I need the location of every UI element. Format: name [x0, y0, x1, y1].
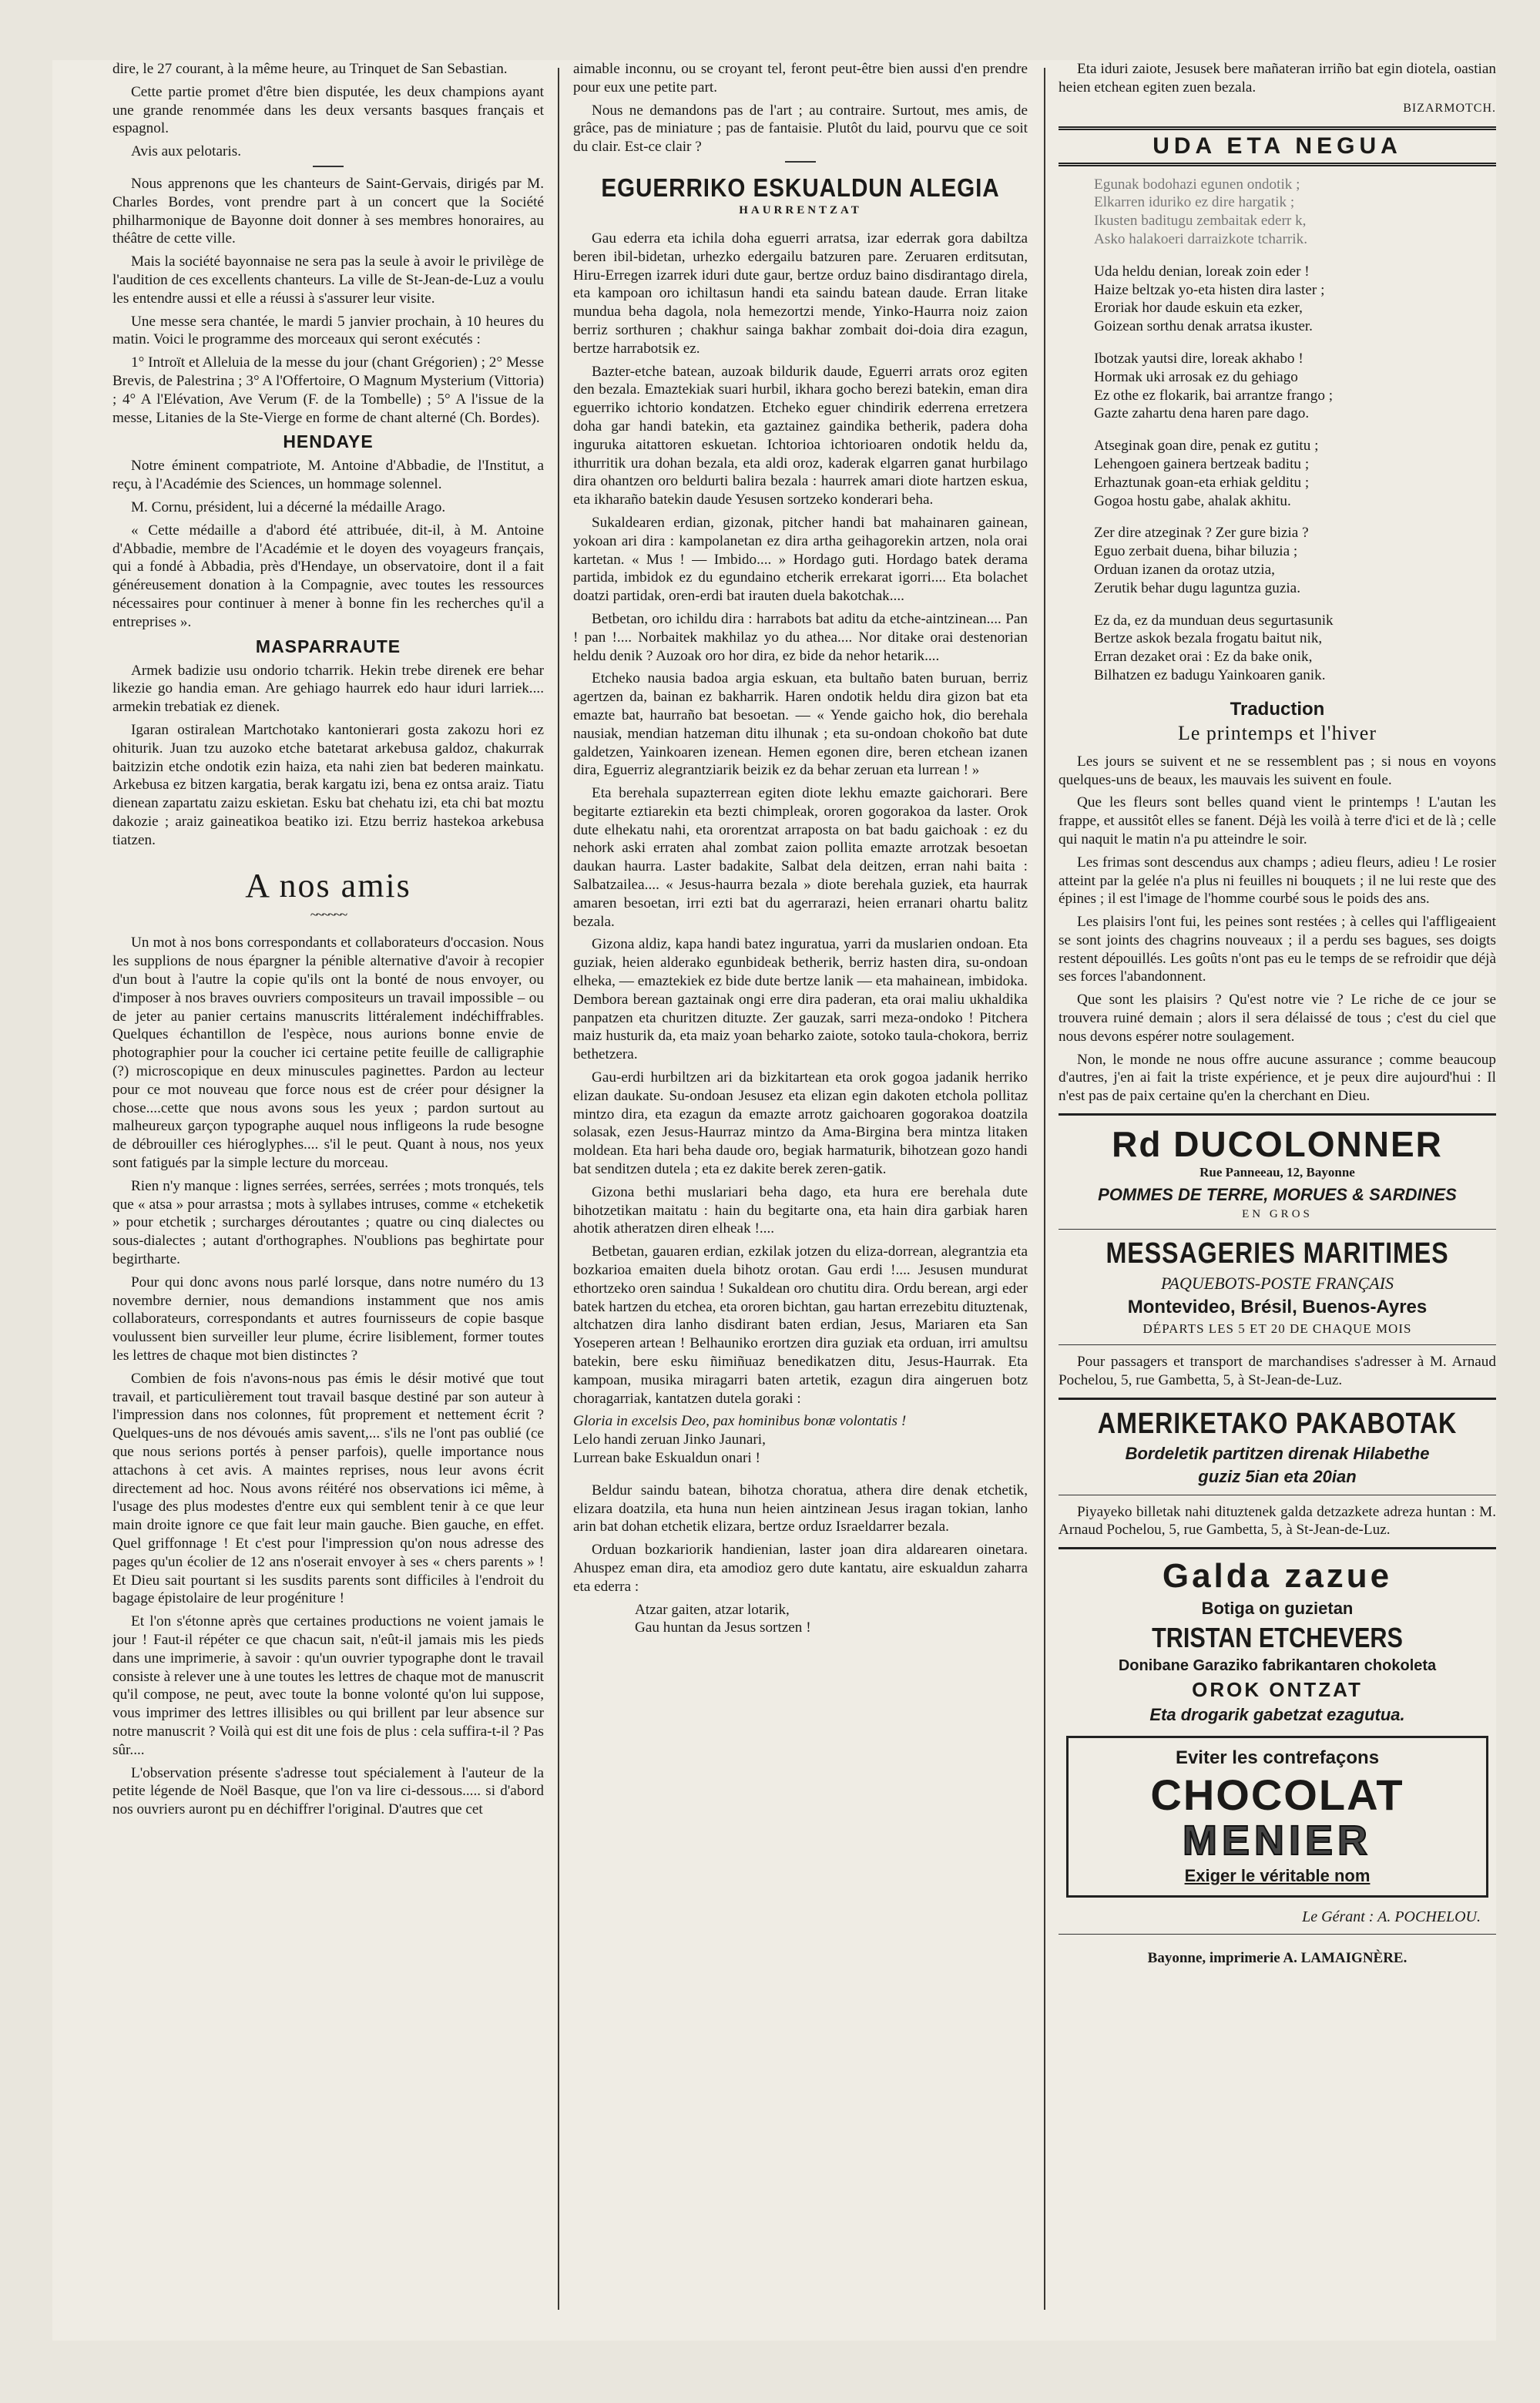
- ad-separator: [1059, 1547, 1496, 1549]
- paragraph: Un mot à nos bons correspondants et collaborateurs d'occasion. Nous les supplions de nous épargner la pénible alternative d'avoir à recopier d'un bout à l'autre la copie qu'ils ont la bonté de nous envoyer, ou d'imposer à nos braves ouvriers compositeurs un travail impossible – ou de jeter au panier certains manuscrits littéralement indéchiffrables. Quelques échantillon de l'espèce, nous aurions bonne envie de photographier pour la coucher ici certaine petite feuille de calligraphie (?) microscopique en deux minuscules paginettes. Pardon au lecteur pour ce mot nouveau que force nous est de créer pour désigner la chose....cette que nous avons sous les yeux ; pardon surtout au malheureux garçon typographe auquel nous infligeons la rude besogne de débrouiller ces hiéroglyphes.... s'il le peut. Quant à nous, nos yeux sont fatigués par la simple lecture du morceau.: [112, 935, 544, 1172]
- verse-line: Asko halakoeri darraizkote tcharrik.: [1094, 230, 1308, 247]
- paragraph: Que sont les plaisirs ? Qu'est notre vie ? Le riche de ce jour se trouvera ruiné demain ; alors il sera délaissé de tous ; c'est du ciel que nous devons espérer notre soulagement.: [1059, 992, 1496, 1045]
- ad-ducolonner-address: Rue Panneeau, 12, Bayonne: [1199, 1165, 1355, 1180]
- article-subtitle: HAURRENTZAT: [739, 203, 862, 216]
- stanza: [1094, 437, 1496, 510]
- paragraph: Que les fleurs sont belles quand vient le printemps ! L'autan les frappe, et aussitôt elles se fanent. Déjà les voilà à terre d'ici et de là ; celle qui naquit le matin n'a pu atteindre le soir.: [1059, 794, 1496, 847]
- paragraph: Bazter-etche batean, auzoak bildurik daude, Eguerri arrats oroz egiten den bezala. Emaztekiak suari hurbil, ikhara gocho berezi batekin, eman dira eguerriko ichtorio kondatzen. Etcheko eguer chindirik ederrena erretzera doha gar handi batekin, eta gaztainez gaindika betherik, padera doha inguruka aitattoren eskuetan. Ichtorioa ichtorioaren ondotik heldu da, ithurritik ura dohan bezala, eta aldi oroz, kaderak elgarren ganat hurbilago dira ohantzen oro beldurti balira bezala : haurrek amari diote hartzen eskua, eta ikharaño batekin daude Yesusen sortzeko konderari beha.: [573, 363, 1028, 508]
- paragraph: « Cette médaille a d'abord été attribuée, dit-il, à M. Antoine d'Abbadie, membre de l'Académie et le doyen des voyageurs français, qui a fondé à Abbadia, près d'Hendaye, un observatoire, dont il a fait généreusement donation à la Compagnie, avec toutes les ressources nécessaires pour continuer à mener à bonne fin les recherches qu'il a entreprises ».: [112, 522, 544, 630]
- paragraph: Orduan bozkariorik handienian, laster joan dira aldarearen oinetara. Ahuspez eman dira, eta amodioz gero dute kantatu, aire eskualdun zaharra eta ederra :: [573, 1542, 1028, 1595]
- verse-line: Ibotzak yautsi dire, loreak akhabo !: [1094, 350, 1303, 367]
- verse-line: Bertze askok bezala frogatu baitut nik,: [1094, 630, 1323, 647]
- column-2: [573, 60, 1028, 2341]
- paragraph: Nous ne demandons pas de l'art ; au contraire. Surtout, mes amis, de grâce, pas de miniature ; pas de fantaisie. Plutôt du laid, pourvu que ce soit du clair. Est-ce clair ?: [573, 102, 1028, 156]
- paragraph: dire, le 27 courant, à la même heure, au Trinquet de San Sebastian.: [112, 61, 508, 77]
- ad-eviter: Eviter les contrefaçons: [1175, 1747, 1380, 1769]
- ad-ducolonner-goods: POMMES DE TERRE, MORUES & SARDINES: [1098, 1185, 1457, 1205]
- separator: [313, 166, 344, 167]
- ad-paquebots: PAQUEBOTS-POSTE FRANÇAIS: [1160, 1274, 1394, 1294]
- paragraph: Pour qui donc avons nous parlé lorsque, dans notre numéro du 13 novembre dernier, nous demandions instamment que nos amis collaborateurs, correspondants et autres fournisseurs de copie basque voulussent bien surveiller leur plume, écrire lisiblement, former toutes les lettres de chaque mot bien distinctes ?: [112, 1274, 544, 1364]
- paragraph: Betbetan, gauaren erdian, ezkilak jotzen du eliza-dorrean, alegrantzia eta bozkarioa emaiten duela bihotz orotan. Gau erdi !.... Jesusen mundurat ethortzeko oren saindua ! Sukaldean oro chutitu dira. Ordu berean, argi eder batek hartzen du etchea, eta ororen bichtan, gau hartan errezebitu dituztenak, altchatzen dira lanho disdirant baten erdian, Jesus, Mariaren eta San Yoseperen artean ! Belhauniko erortzen dira guziak eta orduan, irri amultsu batekin, bere esku ñimiñuaz benedikatzen ditu, Jesus-Haurrak. Eta kampoan, musika miragarri baten artetik, ezagun dira aingeruen botz choragarriak, kantatzen dutela goraki :: [573, 1243, 1028, 1407]
- verse-line: Lehengoen gainera bertzeak baditu ;: [1094, 455, 1310, 472]
- stanza: [1094, 176, 1496, 249]
- section-title-hendaye: HENDAYE: [283, 431, 374, 452]
- verse-line: Ez da, ez da munduan deus segurtasunik: [1094, 612, 1334, 629]
- column-3: [1059, 60, 1496, 2341]
- paragraph: Sukaldearen erdian, gizonak, pitcher handi bat mahainaren gainean, yokoan ari dira : kampolanetan ez dira artha geihagorekin artzen, nola orai kartetan. « Mus ! — Imbido.... » Hordago guti. Hordago batek derama partida, imbidok ez du egundaino etcherik errekarat igorri.... Eta bolachet doatzi partidak, oren-erdi bat irauten duela bakotchak....: [573, 514, 1028, 605]
- paragraph: Beldur saindu batean, bihotza choratua, athera dire denak etchetik, elizara doatzila, eta huna nun heien aintzinean Jesus iragan tokian, lanho arin bat dohan etchetik elizara, bertze orduz Israeldarrer bezala.: [573, 1482, 1028, 1535]
- column-divider: [1044, 68, 1045, 2310]
- verse-line: Erran dezaket orai : Ez da bake onik,: [1094, 649, 1313, 666]
- verse-line: Erhaztunak goan-eta erhiak gelditu ;: [1094, 474, 1310, 491]
- column-1: [112, 60, 544, 2341]
- paragraph: L'observation présente s'adresse tout spécialement à l'auteur de la petite légende de Noël Basque, que l'on va lire ci-dessous..... si d'abord nos ouvriers auront pu en déchiffrer l'original. D'autres que cet: [112, 1764, 544, 1818]
- ad-chocolat-menier: [1066, 1736, 1488, 1898]
- column-divider: [558, 68, 559, 2310]
- paragraph: Gau ederra eta ichila doha eguerri arratsa, izar ederrak gora dabiltza beren ibil-bidetan, urhezko edergailu batzuren pare. Zeruaren erditsutan, Hiru-Erregen izarrek iduri dute gaur, bertze orduz baino disdirantago direla, eta kampoan oro ichiltasun handi eta saindu batean daude. Erran litake mundua beha dagola, nola hemezortzi mende, Yinko-Haurra noiz zaion berriz sorthuren ; chakhur sainga bakhar zombait doi-doia dira ezagun, bertze harrabotsik ez.: [573, 230, 1028, 357]
- separator: [785, 161, 816, 163]
- ad-orok: OROK ONTZAT: [1192, 1678, 1363, 1702]
- ad-botiga: Botiga on guzietan: [1201, 1599, 1354, 1619]
- paragraph: Combien de fois n'avons-nous pas émis le désir motivé que tout travail, et particulièrement tout travail basque destiné par son auteur à l'impression dans nos colonnes, fût proprement et nettement écrit ? Quelques-uns de nos dévoués amis savent,... s'ils ne l'ont pas oublié (ce que nous serions portés à penser parfois), quelle importance nous attachons à cet avis. A maintes reprises, nous leur avons écrit directement ad hoc. Nous avons réitéré nos observations ici même, à l'usage des plus modestes d'entre eux qui semblent tenir à ce que leur main droite ignore ce que fait leur main gauche. Bien gauche, en effet. Quel griffonnage ! Et c'est pour l'impression qu'on nous adresse des pages qu'un écolier de 12 ans n'oserait envoyer à ses « chers parents » ! Et Dieu sait pourtant si les susdits parents sont difficiles à l'endroit du bagage épistolaire de leur progéniture !: [112, 1370, 544, 1607]
- ad-guziz: guziz 5ian eta 20ian: [1198, 1466, 1357, 1486]
- ad-bordeletik: Bordeletik partitzen direnak Hilabethe: [1125, 1443, 1430, 1463]
- verse-line: Haize beltzak yo-eta histen dira laster ;: [1094, 281, 1325, 298]
- paragraph: Nous apprenons que les chanteurs de Saint-Gervais, dirigés par M. Charles Bordes, vont prendre part à un concert que la Société philharmonique de Bayonne doit donner à ses membres honoraires, au théâtre de cette ville.: [112, 175, 544, 247]
- ad-cities: Montevideo, Brésil, Buenos-Ayres: [1127, 1297, 1428, 1318]
- stanza: [1094, 263, 1496, 336]
- verse-line: Zerutik behar dugu laguntza guzia.: [1094, 579, 1300, 596]
- paragraph: Les frimas sont descendus aux champs ; adieu fleurs, adieu ! Le rosier atteint par la gelée n'a plus ni feuilles ni bouquets ; il ne lui reste que des épines ; il est l'image de l'homme courbé sous le poids des ans.: [1059, 854, 1496, 908]
- paragraph: Une messe sera chantée, le mardi 5 janvier prochain, à 10 heures du matin. Voici le programme des morceaux qui seront exécutés :: [112, 313, 544, 348]
- ad-separator: [1059, 1113, 1496, 1116]
- ad-chocolat: CHOCOLAT: [1150, 1770, 1404, 1820]
- ad-separator: [1059, 1398, 1496, 1400]
- closing-verse: [635, 1601, 1028, 1638]
- paragraph: Notre éminent compatriote, M. Antoine d'Abbadie, de l'Institut, a reçu, à l'Académie des Sciences, un hommage solennel.: [112, 458, 544, 493]
- title-ornament: ~~~~~~: [310, 907, 347, 923]
- ad-departs: DÉPARTS LES 5 ET 20 DE CHAQUE MOIS: [1142, 1321, 1412, 1337]
- gerant-line: Le Gérant : A. POCHELOU.: [1302, 1908, 1481, 1926]
- ad-galda-title: Galda zazue: [1162, 1557, 1393, 1596]
- ad-eta-drog: Eta drogarik gabetzat ezagutua.: [1149, 1705, 1405, 1725]
- paragraph: Cette partie promet d'être bien disputée, les deux champions ayant une grande renommée dans les deux versants basques français et espagnol.: [112, 83, 544, 137]
- article-title-eguerriko: EGUERRIKO ESKUALDUN ALEGIA: [601, 173, 1000, 202]
- ad-text: Pour passagers et transport de marchandises s'adresser à M. Arnaud Pochelou, 5, rue Gambetta, 5, à St-Jean-de-Luz.: [1059, 1354, 1496, 1388]
- paragraph: M. Cornu, président, lui a décerné la médaille Arago.: [131, 498, 446, 515]
- paragraph: Non, le monde ne nous offre aucune assurance ; comme beaucoup d'autres, j'en ai fait la triste expérience, et je peux dire aujourd'hui : Il n'est pas de paix certaine qu'en la cherchant en Dieu.: [1059, 1051, 1496, 1105]
- verse-line: Lelo handi zeruan Jinko Jaunari,: [573, 1431, 766, 1448]
- verse-line: Ikusten baditugu zembaitak ederr k,: [1094, 213, 1307, 230]
- verse-line: Bilhatzen ez badugu Yainkoaren ganik.: [1094, 666, 1326, 683]
- verse-line: Gau huntan da Jesus sortzen !: [635, 1619, 811, 1636]
- paragraph: Betbetan, oro ichildu dira : harrabots bat aditu da etche-aintzinean.... Pan ! pan !.... Norbaitek makhilaz yo du athea.... Nor ditake orai destenorian heldu denik ? Auzoak oro hor dira, ez bide da nehor hetarik....: [573, 610, 1028, 664]
- gloria-verse: [573, 1412, 1028, 1467]
- verse-line: Gazte zahartu dena haren pare dago.: [1094, 405, 1310, 422]
- section-title-masparraute: MASPARRAUTE: [255, 636, 401, 656]
- separator: [1059, 1934, 1496, 1935]
- verse-line: Zer dire atzeginak ? Zer gure bizia ?: [1094, 525, 1309, 542]
- poem-title: UDA ETA NEGUA: [1059, 126, 1496, 166]
- paragraph: Igaran ostiralean Martchotako kantonierari gosta zakozu hori ez ohiturik. Juan tzu auzoko etche batetarat arkebusa galdoz, chakurrak baitzizin etche ondotik ezin haiza, eta nahi zien bat bederen mainkatu. Arkebusa ez bitzen kargatia, berak kargatu izi, bena ez ontsa araiz. Tiatu dienean zapartatu zaizu eskietan. Esku bat chehatu izi, eta chi bat moztu dakozie ; araiz gaineatikoa beatiko izi. Etzu berriz hastekoa arkebusa tiatzen.: [112, 721, 544, 848]
- verse-line: Ez othe ez flokarik, bai arrantze frango ;: [1094, 387, 1334, 404]
- ad-tristan: TRISTAN ETCHEVERS: [1152, 1622, 1403, 1654]
- translation-title: Traduction: [1230, 698, 1325, 720]
- stanza: [1094, 612, 1496, 685]
- verse-line: Hormak uki arrosak ez du gehiago: [1094, 368, 1298, 385]
- ad-donibane: Donibane Garaziko fabrikantaren chokoleta: [1118, 1657, 1437, 1675]
- verse-line: Gogoa hostu gabe, ahalak akhitu.: [1094, 492, 1291, 509]
- verse-line: Eguo zerbait duena, bihar biluzia ;: [1094, 543, 1298, 560]
- paragraph: Gizona aldiz, kapa handi batez inguratua, yarri da muslarien ondoan. Eta guziak, heien alderako egunbideak betherik, berriz hasten dira, su-ondoan elheka, — emaztekiek ez bide dute bertze lanik — eta mahainean, imbidoka. Dembora berean gaztainak ongi erre dira paderan, eta orai maliu ukhaldika panpatzen eta churitzen dituzte. Zer gauzak, sarri meza-ondoko ! Pitchera maiz husturik da, eta maiz yoan beharko zaiote, sotoko taula-chokora, berriz bethetzera.: [573, 936, 1028, 1063]
- imprimerie-line: Bayonne, imprimerie A. LAMAIGNÈRE.: [1147, 1950, 1407, 1967]
- verse-line: Uda heldu denian, loreak zoin eder !: [1094, 263, 1310, 280]
- ad-ducolonner-name: Rd DUCOLONNER: [1112, 1124, 1443, 1165]
- verse-line: Orduan izanen da orotaz utzia,: [1094, 561, 1275, 578]
- paragraph: Eta iduri zaiote, Jesusek bere mañateran irriño bat egin diotela, oastian heien etchean egiten zuen bezala.: [1059, 61, 1496, 96]
- ad-ducolonner-gros: EN GROS: [1242, 1208, 1313, 1221]
- ad-messageries-title: MESSAGERIES MARITIMES: [1106, 1237, 1449, 1270]
- paragraph: Mais la société bayonnaise ne sera pas la seule à avoir le privilège de l'audition de ces excellents chanteurs. La ville de St-Jean-de-Luz a voulu les entendre aussi et elle a réussi à s'assurer leur visite.: [112, 253, 544, 307]
- paragraph: Rien n'y manque : lignes serrées, serrées, serrées ; mots tronqués, tels que « atsa » pour arrastsa ; mots à syllabes intruses, comme « etcheketik » pour etchetik ; surcharges déroutantes ; quatre ou cinq dialectes ou sous-dialectes ; autant d'orthographes. N'oublions pas beghirtate pour begirtharte.: [112, 1177, 544, 1268]
- paragraph: Et l'on s'étonne après que certaines productions ne voient jamais le jour ! Faut-il répéter ce que chacun sait, n'eût-il jamais mis les pieds dans une imprimerie, à savoir : qu'un ouvrier typographe dont le travail consiste à relever une à une toutes les lettres de chaque mot de manuscrit qu'il compose, ne peut, avec toute la bonne volonté qu'on lui suppose, vous imprimer des lettres illisibles ou qui brillent par leur absence sur notre manuscrit ? Voilà qui est dit une fois de plus : cela suffira-t-il ? Pas sûr....: [112, 1613, 544, 1758]
- translation-subtitle: Le printemps et l'hiver: [1177, 721, 1377, 744]
- verse-line: Goizean sorthu denak arratsa ikuster.: [1094, 318, 1313, 335]
- paragraph: Etcheko nausia badoa argia eskuan, eta bultaño baten buruan, berriz agertzen da, bainan ez bakharrik. Haren ondotik heldu dira gizon bat eta emazte bat, haurraño bat besoetan. — « Yende gaicho hok, dio berehala nausiak, mendian hatzeman ditu ilhunak ; eta su-ondoan chokoño bat dute galdetzen, Yainkoaren izenean. Hemen egonen dire, beren etchean izanen dira, Eguerriz alegrantziarik beizik ez da behar zeruan eta lurrean ! »: [573, 670, 1028, 779]
- verse-line: Gloria in excelsis Deo, pax hominibus bonæ volontatis !: [573, 1413, 907, 1430]
- ad-ameriketako-title: AMERIKETAKO PAKABOTAK: [1097, 1407, 1458, 1440]
- paragraph: Les jours se suivent et ne se ressemblent pas ; si nous en voyons quelques-uns de beaux, les mauvais les suivent en foule.: [1059, 753, 1496, 788]
- paragraph: Avis aux pelotaris.: [131, 143, 241, 160]
- paragraph: Gizona bethi muslariari beha dago, eta hura ere berehala dute bihotzetikan maitatu : hain du begitarte ona, eta hain dira garbiak haren ahotik atheratzen diren elheak !....: [573, 1183, 1028, 1237]
- ad-separator: [1059, 1344, 1496, 1345]
- paragraph: Eta berehala supazterrean egiten diote lekhu emazte gaichorari. Bere begitarte eztiarekin eta bezti chimpleak, ororen gogorakoa da laster. Orok dute elhekatu nahi, eta ororentzat arraposta on bat badu gaichoak : ez du nehork aski erraten ahal zombat zaion pollita emazte arrotzak besoetan daukan haurra. Laster badakite, Salbat dela deitzen, erran nahi baita : Salbatzailea.... « Jesus-haurra bezala » diote berehala guziek, eta haurrak amaren besoetan, irri ezti bat du agerrarazi, heien erranari ohartu balitz bezala.: [573, 785, 1028, 930]
- verse-line: Eroriak hor daude eskuin eta ezker,: [1094, 300, 1303, 317]
- verse-line: Elkarren iduriko ez dire hargatik ;: [1094, 194, 1295, 211]
- verse-line: Lurrean bake Eskualdun onari !: [573, 1449, 760, 1466]
- stanza: [1094, 524, 1496, 597]
- paragraph: Armek badizie usu ondorio tcharrik. Hekin trebe direnek ere behar likezie go handia eman. Are gehiago haurrek edo haur iduri larriek.... armekin trebatiak ez dienek.: [112, 662, 544, 716]
- stanza: [1094, 350, 1496, 423]
- paragraph: aimable inconnu, ou se croyant tel, feront peut-être bien aussi d'en prendre pour eux une petite part.: [573, 61, 1028, 96]
- ad-menier: MENIER: [1182, 1817, 1372, 1864]
- article-title-a-nos-amis: A nos amis: [245, 867, 411, 905]
- verse-line: Egunak bodohazi egunen ondotik ;: [1094, 176, 1300, 193]
- ad-separator: [1059, 1229, 1496, 1230]
- verse-line: Atseginak goan dire, penak ez gutitu ;: [1094, 438, 1319, 455]
- newspaper-page: [52, 60, 1496, 2341]
- paragraph: Gau-erdi hurbiltzen ari da bizkitartean eta orok gogoa jadanik herriko elizan daukate. Su-ondoan Jesusez eta elizan egin dakoten etchola pollitaz mintzo dira, eta ezagun da emazte arrotz gaichoaren gogorakoa doatzila solasak, ezen Jesus-Haurraz mintzo da Ama-Birgina bera mintza litaken moldean. Eta hari beha daude oro, begiak harmaturik, bihotzean gozo handi bat senditzen dutela ; eta ez dakite berek zeren-gatik.: [573, 1069, 1028, 1178]
- paragraph: 1° Introït et Alleluia de la messe du jour (chant Grégorien) ; 2° Messe Brevis, de Palestrina ; 3° A l'Offertoire, O Magnum Mysterium (Vittoria) ; 4° A l'Elévation, Ave Verum (F. de la Tombelle) ; 5° A l'issue de la messe, Litanies de la Ste-Vierge en forme de chant alterné (Ch. Bordes).: [112, 354, 544, 426]
- ad-text: Piyayeko billetak nahi dituztenek galda detzazkete adreza huntan : M. Arnaud Pochelou, 5, rue Gambetta, 5, à St-Jean-de-Luz.: [1059, 1503, 1496, 1539]
- verse-line: Atzar gaiten, atzar lotarik,: [635, 1601, 790, 1618]
- paragraph: Les plaisirs l'ont fui, les peines sont restées ; à celles qui l'affligeaient se sont joints des chagrins nouveaux ; il a perdu ses bagues, ses doigts restent dépouillés. Les goûts n'ont pas eu le temps de se refroidir que déjà ses forces l'abandonnent.: [1059, 914, 1496, 985]
- ad-exiger: Exiger le véritable nom: [1184, 1866, 1371, 1886]
- signature: BIZARMOTCH.: [1403, 101, 1496, 115]
